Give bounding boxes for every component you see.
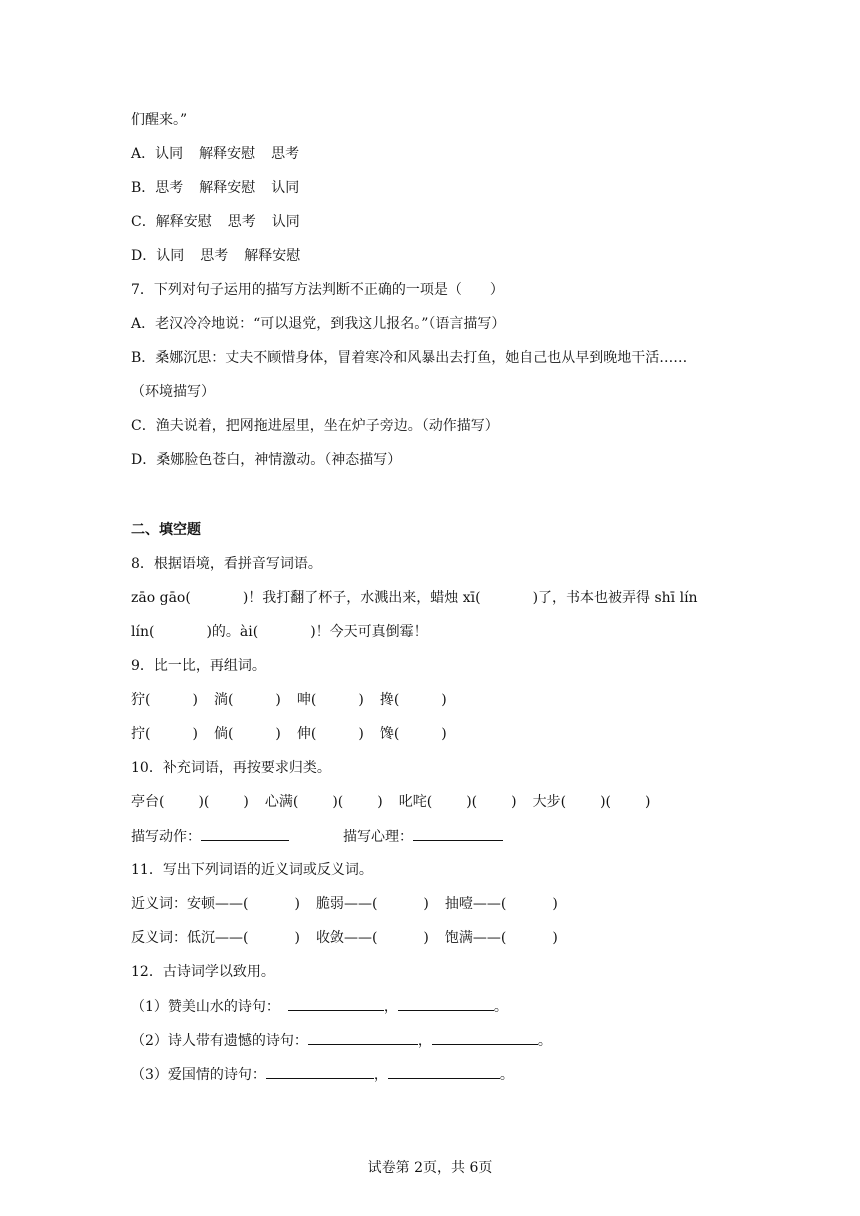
q12-1-blank-a[interactable]: [288, 996, 384, 1011]
q10-mind-blank[interactable]: [413, 826, 503, 841]
q10-words: 亭台( )( ) 心满( )( ) 叱咤( )( ) 大步( )( ): [131, 794, 651, 810]
q12-1-blank-b[interactable]: [398, 996, 494, 1011]
q6-tail: 们醒来。”: [131, 112, 188, 128]
q6-option-a: A．认同 解释安慰 思考: [131, 146, 300, 162]
q8-stem: 8．根据语境，看拼音写词语。: [131, 556, 322, 572]
q11-antonyms: 反义词：低沉——( ) 收敛——( ) 饱满——( ): [131, 930, 558, 946]
q7-option-a: A．老汉冷冷地说：“可以退党，到我这儿报名。”（语言描写）: [131, 316, 506, 332]
q9-row1: 狞( ) 淌( ) 呻( ) 搀( ): [131, 692, 447, 708]
q9-stem: 9．比一比，再组词。: [131, 658, 266, 674]
q12-item-1: （1）赞美山水的诗句： ， 。: [131, 996, 741, 1016]
section-title-fill-blank: 二、填空题: [131, 522, 201, 538]
q7-option-c: C．渔夫说着，把网拖进屋里，坐在炉子旁边。（动作描写）: [131, 418, 499, 434]
q11-stem: 11．写出下列词语的近义词或反义词。: [131, 862, 373, 878]
q12-item-2: （2）诗人带有遗憾的诗句： ， 。: [131, 1030, 741, 1050]
q8-line1: zāo gāo( )！我打翻了杯子，水溅出来，蜡烛 xī( )了，书本也被弄得 shī lín: [131, 590, 698, 606]
q10-stem: 10．补充词语，再按要求归类。: [131, 760, 331, 776]
q9-row2: 拧( ) 倘( ) 伸( ) 馋( ): [131, 726, 447, 742]
q10-categories: 描写动作： 描写心理：: [131, 826, 741, 846]
q12-3-blank-a[interactable]: [266, 1064, 374, 1079]
q7-option-b-line2: （环境描写）: [131, 384, 215, 400]
q7-option-d: D．桑娜脸色苍白，神情激动。（神态描写）: [131, 452, 402, 468]
page-content: [131, 110, 741, 1098]
q6-option-c: C．解释安慰 思考 认同: [131, 214, 300, 230]
page-footer: 试卷第 2页，共 6页: [367, 1160, 493, 1176]
q10-action-blank[interactable]: [201, 826, 289, 841]
q8-line2: lín( )的。ài( )！今天可真倒霉！: [131, 624, 428, 640]
q12-stem: 12．古诗词学以致用。: [131, 964, 275, 980]
q6-option-d: D．认同 思考 解释安慰: [131, 248, 301, 264]
q12-2-blank-a[interactable]: [308, 1030, 418, 1045]
q7-stem: 7．下列对句子运用的描写方法判断不正确的一项是（ ）: [131, 282, 504, 298]
q7-option-b-line1: B．桑娜沉思：丈夫不顾惜身体，冒着寒冷和风暴出去打鱼，她自己也从早到晚地干活……: [131, 350, 688, 366]
q12-3-blank-b[interactable]: [388, 1064, 500, 1079]
q6-option-b: B．思考 解释安慰 认同: [131, 180, 300, 196]
q11-synonyms: 近义词：安顿——( ) 脆弱——( ) 抽噎——( ): [131, 896, 558, 912]
q12-item-3: （3）爱国情的诗句： ， 。: [131, 1064, 741, 1084]
q12-2-blank-b[interactable]: [432, 1030, 538, 1045]
